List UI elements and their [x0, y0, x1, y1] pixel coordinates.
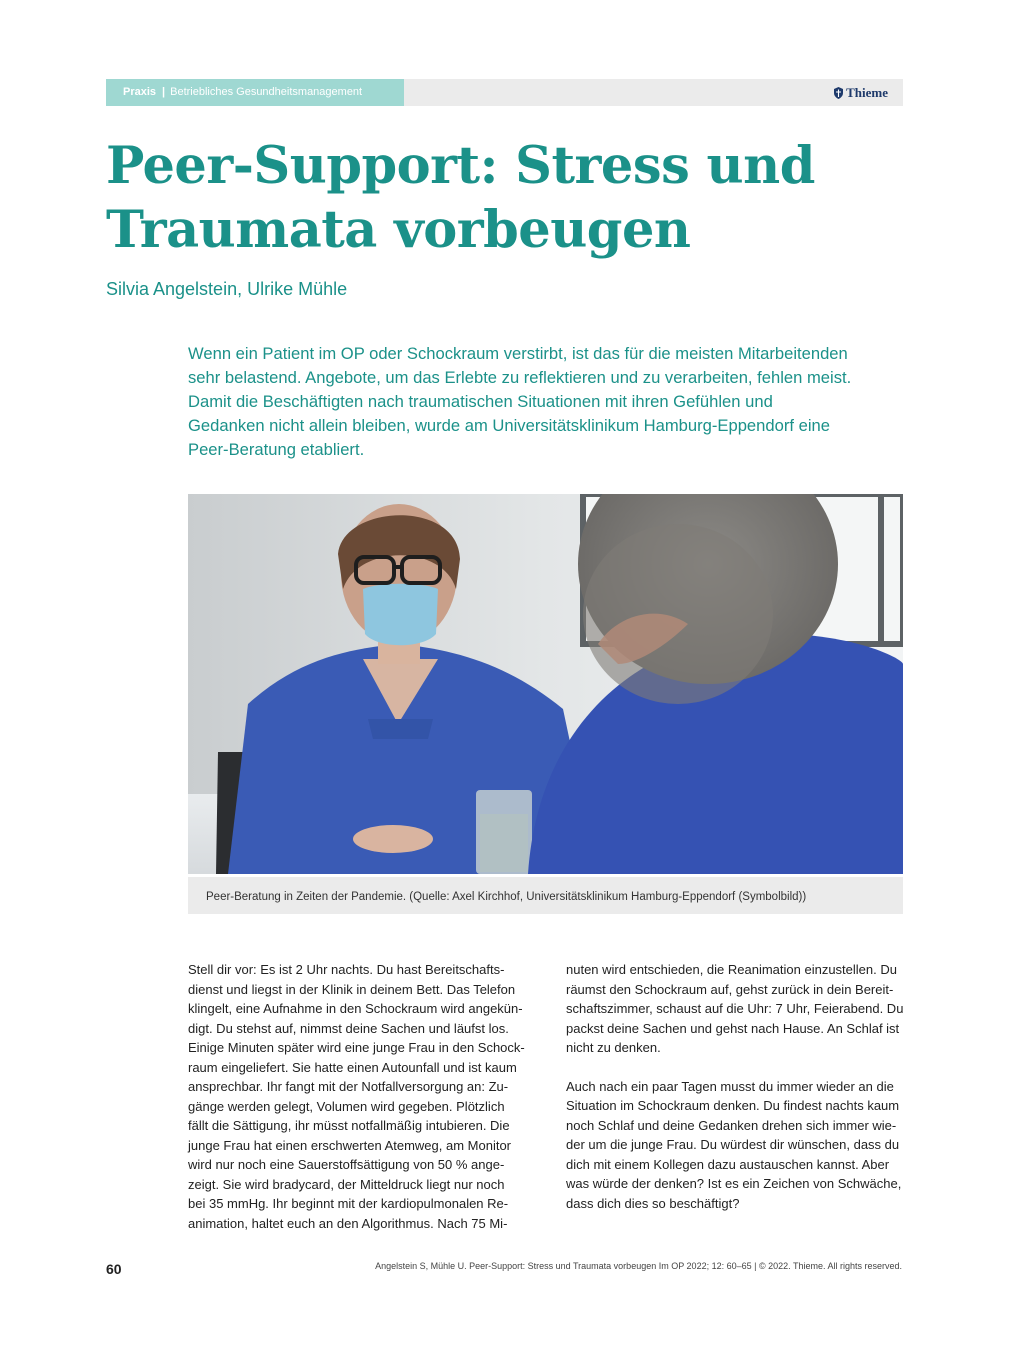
article-title [106, 134, 906, 262]
paragraph-gap [566, 1058, 903, 1077]
photo-caption: Peer-Beratung in Zeiten der Pandemie. (Quelle: Axel Kirchhof, Universitätsklinikum Hamburg-Eppendorf (Symbolbild)) [188, 877, 903, 914]
body-line: noch Schlaf und deine Gedanken drehen sich immer wie- [566, 1117, 897, 1133]
title-line: Traumata vorbeugen [106, 200, 691, 260]
body-line: gänge werden gelegt, Volumen wird gegeben. Plötzlich [188, 1098, 505, 1114]
section-tag [106, 79, 404, 106]
body-line: digt. Du stehst auf, nimmst deine Sachen und läufst los. [188, 1020, 509, 1036]
body-line: klingelt, eine Aufnahme in den Schockraum wird angekün- [188, 1001, 523, 1016]
body-line: nuten wird entschieden, die Reanimation einzustellen. Du [566, 962, 897, 977]
lead-line: sehr belastend. Angebote, um das Erlebte zu reflektieren und zu verarbeiten, fehlen meist. [188, 368, 852, 387]
lead-line: Gedanken nicht allein bleiben, wurde am Universitätsklinikum Hamburg-Eppendorf eine [188, 416, 830, 435]
title-line: Peer-Support: Stress und [106, 136, 815, 196]
body-line: packst deine Sachen und gehst nach Hause. An Schlaf ist [566, 1020, 900, 1036]
body-line: Stell dir vor: Es ist 2 Uhr nachts. Du hast Bereitschafts- [188, 962, 505, 977]
body-line: ansprechbar. Ihr fangt mit der Notfallversorgung an: Zu- [188, 1079, 509, 1094]
publisher-logo [833, 79, 888, 106]
body-line: nicht zu denken. [566, 1040, 661, 1055]
peer-counseling-illustration [188, 494, 903, 874]
body-line: der um die junge Frau. Du würdest dir wünschen, dass du [566, 1137, 900, 1152]
body-line: dich mit einem Kollegen dazu austauschen kannst. Aber [566, 1156, 890, 1172]
body-line: bei 35 mmHg. Ihr beginnt mit der kardiopulmonalen Re- [188, 1196, 509, 1211]
body-line: Einige Minuten später wird eine junge Frau in den Schock- [188, 1040, 525, 1055]
body-line: animation, haltet euch an den Algorithmus. Nach 75 Mi- [188, 1215, 508, 1231]
running-header [106, 79, 903, 106]
page-number: 60 [106, 1261, 122, 1277]
article-photo [188, 494, 903, 874]
subsection-label: Betriebliches Gesundheitsmanagement [170, 86, 363, 98]
body-line: fällt die Sättigung, ihr müsst notfallmäßig intubieren. Die [188, 1118, 510, 1133]
publisher-name: Thieme [846, 85, 888, 100]
body-line: dienst und liegst in der Klinik in deinem Bett. Das Telefon [188, 981, 516, 997]
body-line: raum eingeliefert. Sie hatte einen Autounfall und ist kaum [188, 1059, 517, 1075]
body-line: was würde der denken? Ist es ein Zeichen von Schwäche, [566, 1176, 902, 1191]
body-column-right [566, 960, 903, 1213]
body-line: junge Frau hat einen erschwerten Atemweg, am Monitor [188, 1137, 512, 1153]
body-line: räumst den Schockraum auf, gehst zurück in dein Bereit- [566, 981, 894, 997]
article-authors: Silvia Angelstein, Ulrike Mühle [106, 279, 348, 299]
body-line: Situation im Schockraum denken. Du findest nachts kaum [566, 1098, 900, 1113]
body-line: wird nur noch eine Sauerstoffsättigung von 50 % ange- [188, 1157, 505, 1172]
body-line: Auch nach ein paar Tagen musst du immer wieder an die [566, 1078, 894, 1094]
body-line: zeigt. Sie wird bradycard, der Mitteldruck liegt nur noch [188, 1176, 505, 1192]
body-line: schaftszimmer, schaust auf die Uhr: 7 Uhr, Feierabend. Du [566, 1001, 904, 1016]
section-separator: | [162, 86, 166, 98]
body-line: dass dich dies so beschäftigt? [566, 1195, 740, 1211]
section-label: Praxis [123, 86, 157, 98]
lead-paragraph [188, 342, 903, 462]
thieme-crest-icon [833, 87, 844, 99]
lead-line: Damit die Beschäftigten nach traumatischen Situationen mit ihren Gefühlen und [188, 392, 773, 411]
lead-line: Wenn ein Patient im OP oder Schockraum verstirbt, ist das für die meisten Mitarbeitenden [188, 344, 848, 363]
footer-citation: Angelstein S, Mühle U. Peer-Support: Stress und Traumata vorbeugen Im OP 2022; 12: 60–65 | © 2022. Thieme. All rights reserved. [375, 1261, 902, 1271]
lead-line: Peer-Beratung etabliert. [188, 440, 365, 459]
body-column-left [188, 960, 525, 1233]
